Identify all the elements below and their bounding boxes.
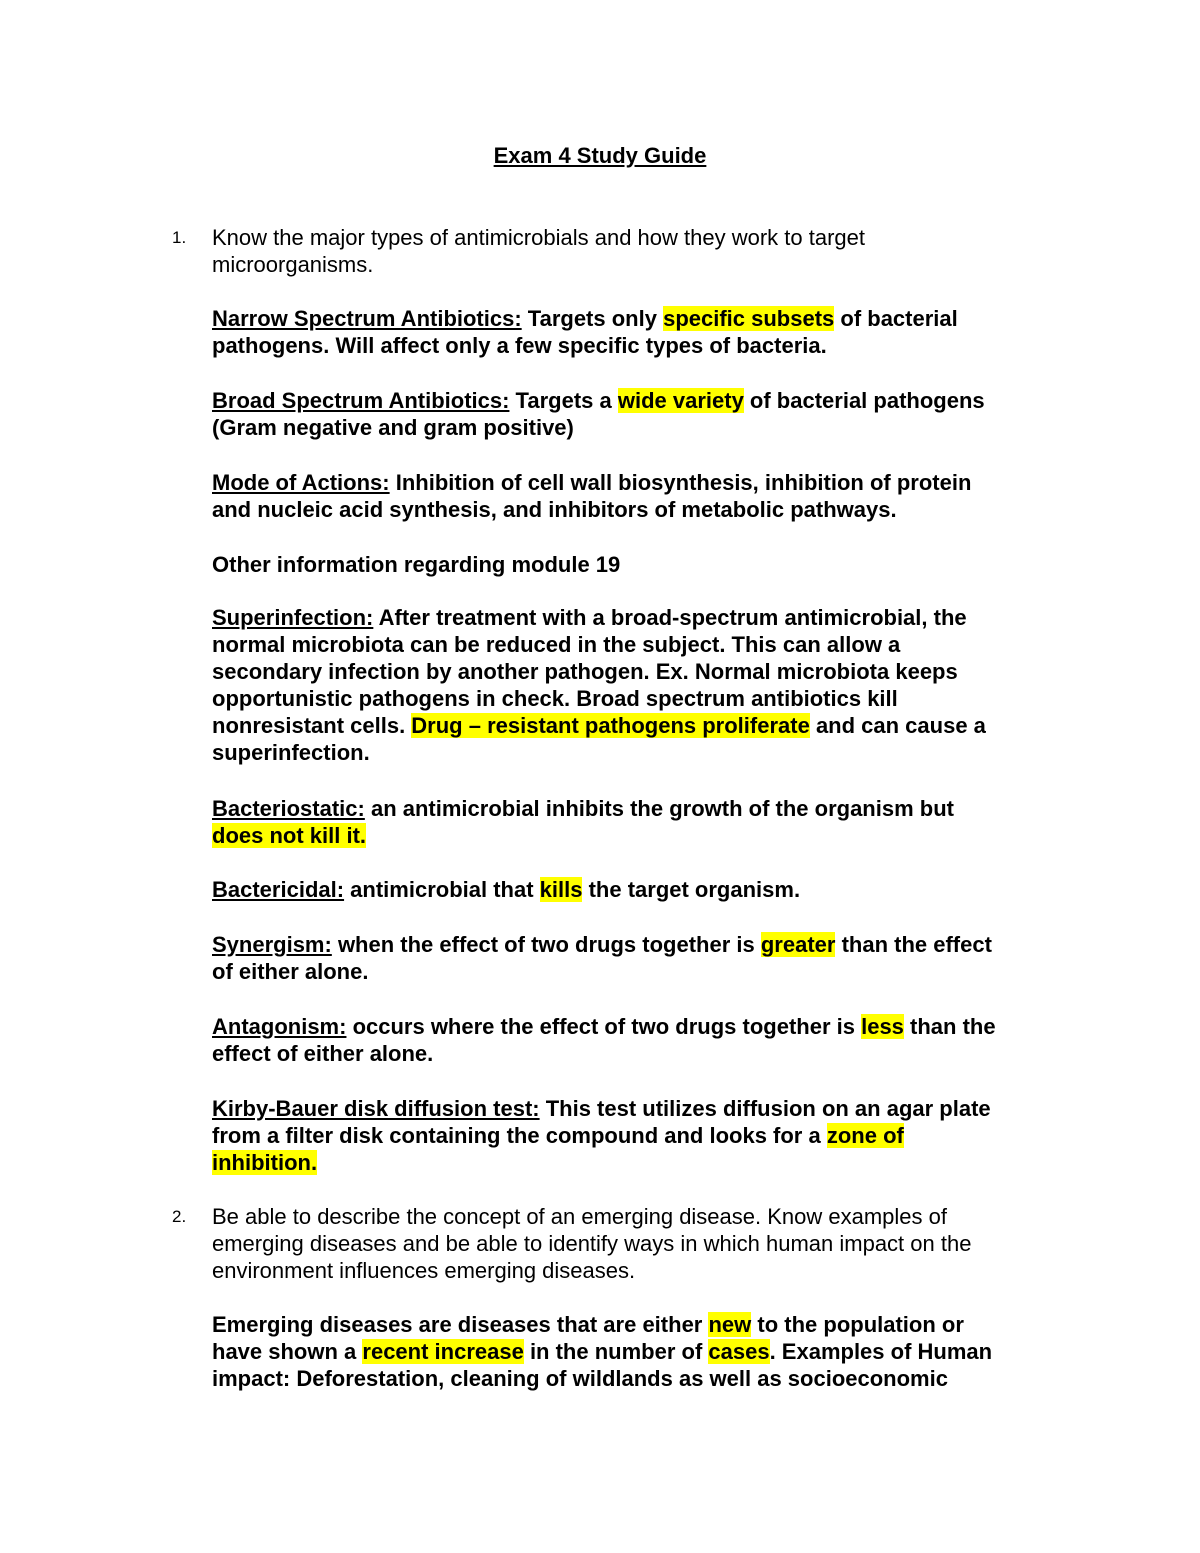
emerging-diseases-paragraph (212, 1311, 1072, 1392)
highlight: does not kill it. (212, 823, 367, 848)
question-2 (172, 1203, 1062, 1284)
highlight: less (861, 1014, 904, 1039)
text-run: than the effect (835, 932, 992, 957)
text-run: the target organism. (582, 877, 801, 902)
highlight: wide variety (617, 388, 744, 413)
term-label: Broad Spectrum Antibiotics: (212, 388, 510, 413)
text-run: in the number of (523, 1339, 709, 1364)
text-run: an antimicrobial inhibits the growth of the organism but (364, 796, 954, 821)
antagonism-paragraph (212, 1013, 1072, 1067)
text-line: pathogens. Will affect only a few specific types of bacteria. (212, 333, 827, 358)
term-label: Synergism: (212, 932, 332, 957)
question-line: environment influences emerging diseases. (212, 1258, 636, 1283)
highlight: kills (539, 877, 583, 902)
term-label: Mode of Actions: (212, 470, 390, 495)
narrow-spectrum-paragraph (212, 305, 1072, 359)
text-run: when the effect of two drugs together is (331, 932, 761, 957)
text-run: antimicrobial that (344, 877, 540, 902)
question-1 (172, 224, 1062, 278)
text-run: from a filter disk containing the compound and looks for a (212, 1123, 827, 1148)
page-title: Exam 4 Study Guide (493, 143, 707, 168)
text-line: effect of either alone. (212, 1041, 434, 1066)
other-information-line: Other information regarding module 19 (212, 552, 621, 577)
text-line: opportunistic pathogens in check. Broad spectrum antibiotics kill (212, 686, 898, 711)
question-line: microorganisms. (212, 252, 374, 277)
text-line: of either alone. (212, 959, 369, 984)
text-line: impact: Deforestation, cleaning of wildlands as well as socioeconomic (212, 1366, 948, 1391)
term-label: Antagonism: (212, 1014, 347, 1039)
text-run: Emerging diseases are diseases that are either (212, 1312, 709, 1337)
bactericidal-paragraph (212, 876, 1072, 903)
highlight: recent increase (362, 1339, 524, 1364)
text-line: superinfection. (212, 740, 370, 765)
highlight: new (708, 1312, 752, 1337)
question-number: 1. (172, 228, 187, 247)
term-label: Narrow Spectrum Antibiotics: (212, 306, 522, 331)
text-run: Targets a (509, 388, 618, 413)
text-run: Targets only (521, 306, 664, 331)
question-line: emerging diseases and be able to identify ways in which human impact on the (212, 1231, 972, 1256)
text-line: normal microbiota can be reduced in the subject. This can allow a (212, 632, 901, 657)
highlight: zone of (826, 1123, 904, 1148)
question-line: Be able to describe the concept of an emerging disease. Know examples of (212, 1204, 948, 1229)
text-run: occurs where the effect of two drugs together is (346, 1014, 862, 1039)
term-label: Bactericidal: (212, 877, 345, 902)
text-line: secondary infection by another pathogen. Ex. Normal microbiota keeps (212, 659, 958, 684)
text-run: of bacterial (834, 306, 958, 331)
superinfection-paragraph (212, 604, 1072, 766)
highlight: specific subsets (663, 306, 835, 331)
text-run: have shown a (212, 1339, 363, 1364)
text-run: of bacterial pathogens (743, 388, 985, 413)
text-run: and can cause a (809, 713, 986, 738)
text-run: than the (903, 1014, 996, 1039)
term-label: Superinfection: (212, 605, 374, 630)
term-label: Kirby-Bauer disk diffusion test: (212, 1096, 540, 1121)
question-number: 2. (172, 1207, 187, 1226)
text-line: (Gram negative and gram positive) (212, 415, 574, 440)
highlight: cases (708, 1339, 770, 1364)
question-line: Know the major types of antimicrobials and how they work to target (212, 225, 865, 250)
broad-spectrum-paragraph (212, 387, 1072, 441)
term-label: Bacteriostatic: (212, 796, 365, 821)
text-run: After treatment with a broad-spectrum antimicrobial, the (373, 605, 967, 630)
mode-of-actions-paragraph (212, 469, 1072, 523)
text-run: Inhibition of cell wall biosynthesis, inhibition of protein (389, 470, 972, 495)
text-line: and nucleic acid synthesis, and inhibitors of metabolic pathways. (212, 497, 897, 522)
highlight: Drug – resistant pathogens proliferate (411, 713, 810, 738)
kirby-bauer-paragraph (212, 1095, 1072, 1176)
text-run: This test utilizes diffusion on an agar plate (539, 1096, 991, 1121)
highlight: greater (760, 932, 836, 957)
synergism-paragraph (212, 931, 1072, 985)
text-run: to the population or (751, 1312, 964, 1337)
bacteriostatic-paragraph (212, 795, 1072, 849)
text-run: . Examples of Human (769, 1339, 993, 1364)
highlight: inhibition. (212, 1150, 318, 1175)
text-run: nonresistant cells. (212, 713, 412, 738)
